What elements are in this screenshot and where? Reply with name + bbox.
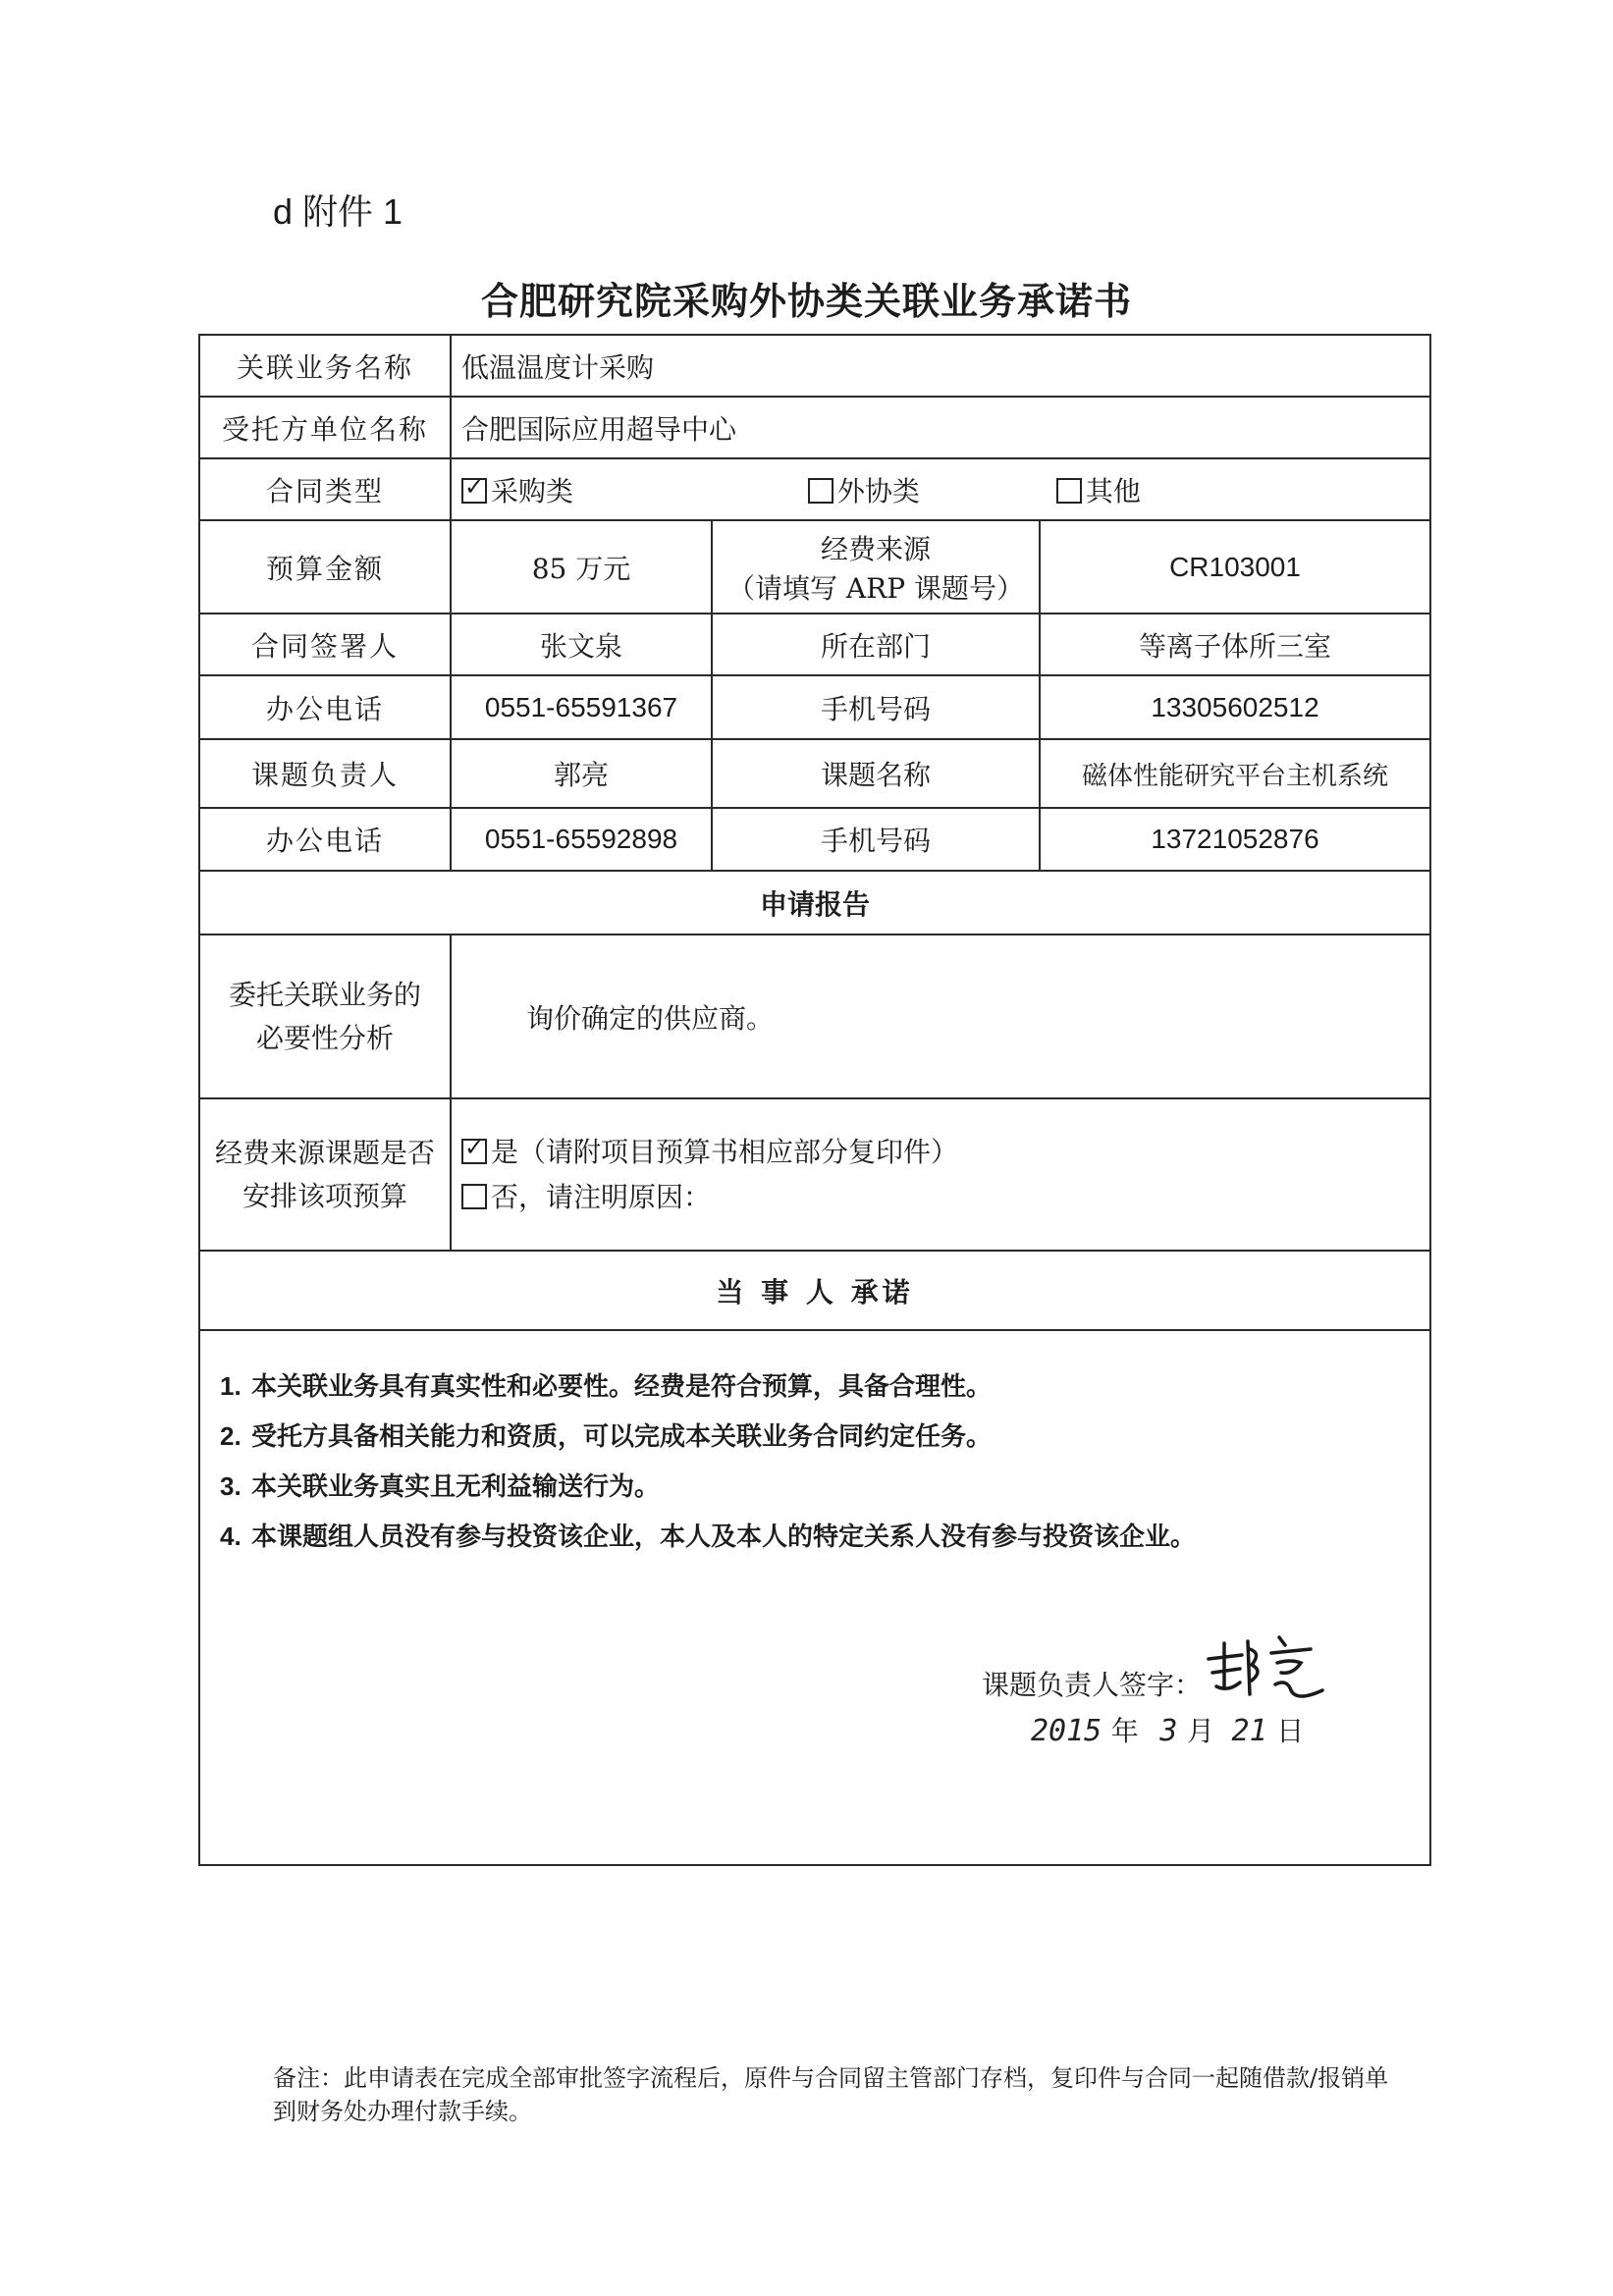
checkbox-icon[interactable] bbox=[461, 1184, 487, 1209]
project-name-value[interactable]: 磁体性能研究平台主机系统 bbox=[1040, 739, 1430, 808]
row-budget bbox=[199, 520, 1430, 614]
row-promise-heading bbox=[199, 1251, 1430, 1330]
checkbox-icon[interactable] bbox=[808, 478, 833, 504]
contract-type-other[interactable]: 其他 bbox=[1056, 470, 1141, 509]
office-phone-label: 办公电话 bbox=[199, 675, 451, 739]
date-month: 3 bbox=[1159, 1714, 1178, 1748]
row-necessity bbox=[199, 934, 1430, 1098]
date-day-unit: 日 bbox=[1276, 1715, 1305, 1747]
project-name-label: 课题名称 bbox=[712, 739, 1040, 808]
date-month-unit: 月 bbox=[1186, 1715, 1214, 1747]
document-title: 合肥研究院采购外协类关联业务承诺书 bbox=[480, 280, 1132, 323]
contract-type-label: 合同类型 bbox=[199, 458, 451, 520]
business-name-label: 关联业务名称 bbox=[199, 335, 451, 397]
row-office-phone bbox=[199, 675, 1430, 739]
signature-label: 课题负责人签字： bbox=[982, 1669, 1203, 1701]
entrusted-label: 受托方单位名称 bbox=[199, 397, 451, 458]
row-project-leader bbox=[199, 739, 1430, 808]
mobile-label: 手机号码 bbox=[712, 675, 1040, 739]
promise-item: 3. 本关联业务真实且无利益输送行为。 bbox=[220, 1471, 661, 1502]
dept-label: 所在部门 bbox=[712, 614, 1040, 675]
row-contract-type bbox=[199, 458, 1430, 520]
promise-body bbox=[199, 1330, 1430, 1865]
office-phone-value[interactable]: 0551-65591367 bbox=[451, 675, 712, 739]
business-name-value[interactable]: 低温温度计采购 bbox=[451, 335, 1430, 397]
budget-label: 预算金额 bbox=[199, 520, 451, 614]
contract-type-options bbox=[451, 458, 1430, 520]
promise-heading: 当 事 人 承诺 bbox=[199, 1251, 1430, 1330]
budget-check-label: 经费来源课题是否安排该项预算 bbox=[199, 1098, 451, 1251]
mobile2-value[interactable]: 13721052876 bbox=[1040, 808, 1430, 871]
signature-date bbox=[1031, 1710, 1304, 1749]
contract-type-purchase[interactable]: ✓ 采购类 bbox=[461, 470, 573, 509]
promise-item: 4. 本课题组人员没有参与投资该企业，本人及本人的特定关系人没有参与投资该企业。 bbox=[220, 1522, 1197, 1552]
row-entrusted bbox=[199, 397, 1430, 458]
row-office-phone-2 bbox=[199, 808, 1430, 871]
dept-value[interactable]: 等离子体所三室 bbox=[1040, 614, 1430, 675]
mobile2-label: 手机号码 bbox=[712, 808, 1040, 871]
mobile-value[interactable]: 13305602512 bbox=[1040, 675, 1430, 739]
signer-label: 合同签署人 bbox=[199, 614, 451, 675]
row-signer bbox=[199, 614, 1430, 675]
leader-label: 课题负责人 bbox=[199, 739, 451, 808]
footnote: 备注：此申请表在完成全部审批签字流程后，原件与合同留主管部门存档，复印件与合同一起随借款/报销单到财务处办理付款手续。 bbox=[273, 2064, 1389, 2125]
checkbox-checked-icon[interactable] bbox=[461, 1139, 487, 1164]
row-application-heading bbox=[199, 871, 1430, 934]
budget-check-no[interactable]: 否，请注明原因： bbox=[461, 1175, 1420, 1220]
entrusted-value[interactable]: 合肥国际应用超导中心 bbox=[451, 397, 1430, 458]
budget-check-options bbox=[451, 1098, 1430, 1251]
signer-value[interactable]: 张文泉 bbox=[451, 614, 712, 675]
row-business-name bbox=[199, 335, 1430, 397]
budget-value[interactable]: 85 万元 bbox=[451, 520, 712, 614]
promise-list bbox=[220, 1366, 1420, 1553]
handwritten-signature bbox=[1203, 1629, 1330, 1708]
row-promise-body bbox=[199, 1330, 1430, 1865]
office-phone2-value[interactable]: 0551-65592898 bbox=[451, 808, 712, 871]
checkbox-icon[interactable] bbox=[1056, 478, 1082, 504]
application-heading: 申请报告 bbox=[199, 871, 1430, 934]
promise-item: 2. 受托方具备相关能力和资质，可以完成本关联业务合同约定任务。 bbox=[220, 1421, 993, 1452]
office-phone2-label: 办公电话 bbox=[199, 808, 451, 871]
row-budget-check bbox=[199, 1098, 1430, 1251]
attachment-label: d 附件 1 bbox=[273, 191, 403, 232]
checkbox-checked-icon[interactable] bbox=[461, 478, 487, 504]
fund-source-label: 经费来源 （请填写 ARP 课题号） bbox=[712, 520, 1040, 614]
promise-item: 1. 本关联业务具有真实性和必要性。经费是符合预算，具备合理性。 bbox=[220, 1371, 993, 1402]
date-day: 21 bbox=[1231, 1714, 1267, 1748]
budget-check-yes[interactable]: ✓是（请附项目预算书相应部分复印件） bbox=[461, 1130, 1420, 1175]
date-year-unit: 年 bbox=[1110, 1715, 1139, 1747]
leader-value[interactable]: 郭亮 bbox=[451, 739, 712, 808]
contract-type-outsource[interactable]: 外协类 bbox=[808, 470, 920, 509]
date-year: 2015 bbox=[1031, 1714, 1102, 1748]
necessity-label: 委托关联业务的必要性分析 bbox=[199, 934, 451, 1098]
necessity-value[interactable]: 询价确定的供应商。 bbox=[451, 934, 1430, 1098]
fund-source-value[interactable]: CR103001 bbox=[1040, 520, 1430, 614]
